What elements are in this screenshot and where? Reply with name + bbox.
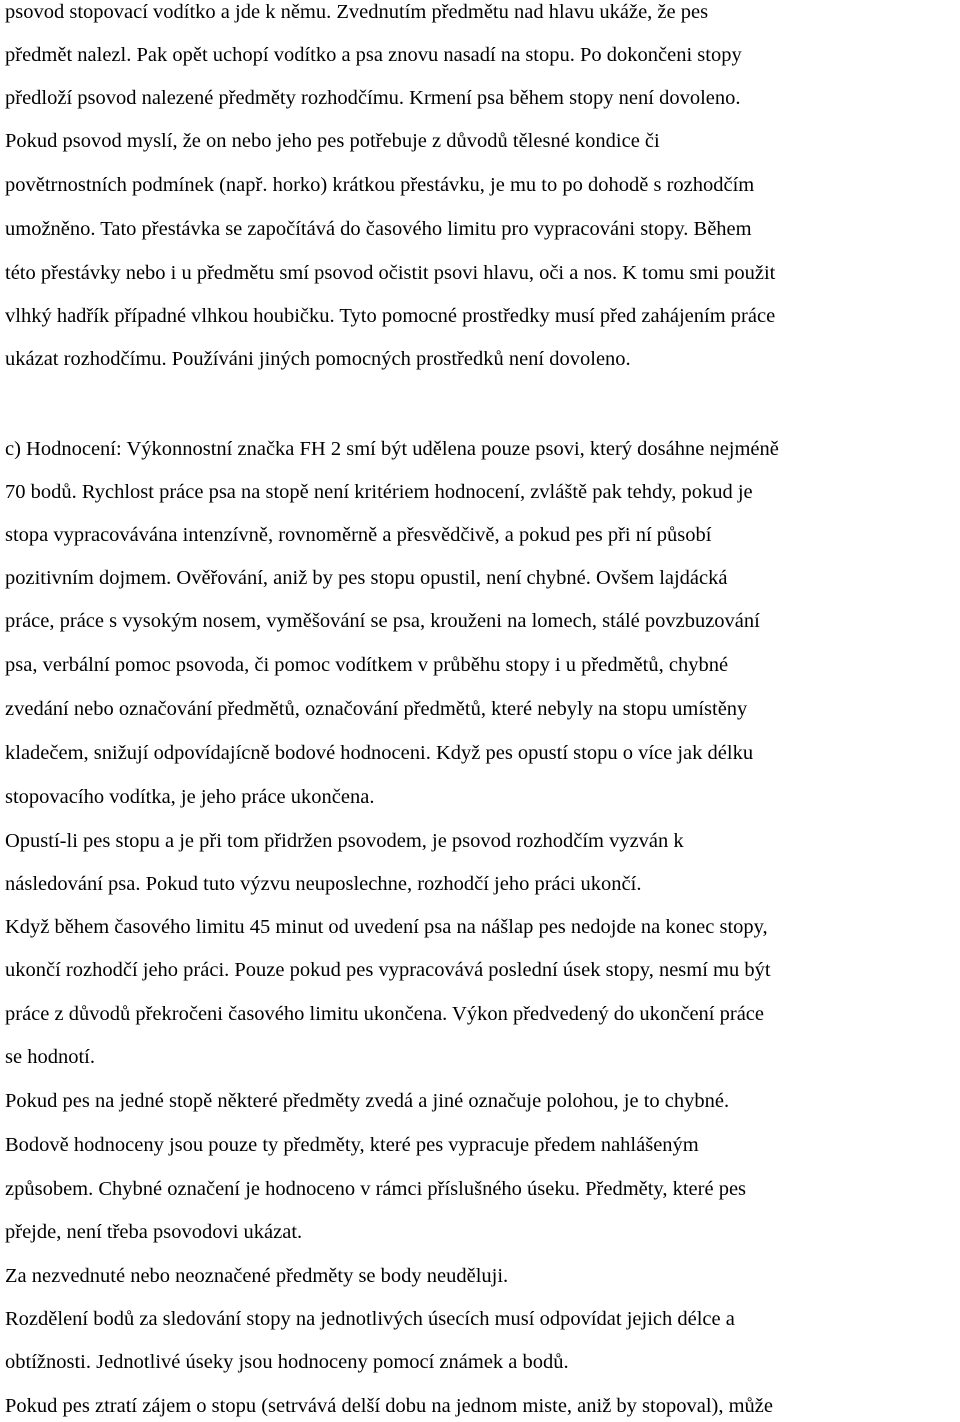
text-line: Bodově hodnoceny jsou pouze ty předměty, které pes vypracuje předem nahlášeným xyxy=(5,1134,699,1156)
text-line: ukázat rozhodčímu. Používáni jiných pomocných prostředků není dovoleno. xyxy=(5,348,631,370)
text-line: následování psa. Pokud tuto výzvu neuposlechne, rozhodčí jeho práci ukončí. xyxy=(5,873,642,895)
text-line: předmět nalezl. Pak opět uchopí vodítko a psa znovu nasadí na stopu. Po dokončeni stopy xyxy=(5,44,742,66)
text-line: Když během časového limitu 45 minut od uvedení psa na nášlap pes nedojde na konec stopy, xyxy=(5,916,768,938)
text-line: povětrnostních podmínek (např. horko) krátkou přestávku, je mu to po dohodě s rozhodčím xyxy=(5,174,755,196)
text-line: psovod stopovací vodítko a jde k němu. Zvednutím předmětu nad hlavu ukáže, že pes xyxy=(5,1,709,23)
text-line: Pokud pes na jedné stopě některé předměty zvedá a jiné označuje polohou, je to chybné. xyxy=(5,1090,730,1112)
text-line: vlhký hadřík případné vlhkou houbičku. Tyto pomocné prostředky musí před zahájením práce xyxy=(5,305,776,327)
text-line: práce, práce s vysokým nosem, vyměšování se psa, krouženi na lomech, stálé povzbuzování xyxy=(5,610,760,632)
text-line: umožněno. Tato přestávka se započítává do časového limitu pro vypracováni stopy. Během xyxy=(5,218,752,240)
text-line: Pokud pes ztratí zájem o stopu (setrvává delší dobu na jednom miste, aniž by stopoval), může xyxy=(5,1395,773,1417)
text-line: způsobem. Chybné označení je hodnoceno v rámci příslušného úseku. Předměty, které pes xyxy=(5,1178,747,1200)
text-line: Pokud psovod myslí, že on nebo jeho pes potřebuje z důvodů tělesné kondice či xyxy=(5,130,660,152)
text-line: pozitivním dojmem. Ověřování, aniž by pes stopu opustil, není chybné. Ovšem lajdácká xyxy=(5,567,728,589)
text-line: se hodnotí. xyxy=(5,1046,95,1068)
text-line: psa, verbální pomoc psovoda, či pomoc vodítkem v průběhu stopy i u předmětů, chybné xyxy=(5,654,729,676)
text-line: práce z důvodů překročeni časového limitu ukončena. Výkon předvedený do ukončení práce xyxy=(5,1003,764,1025)
text-line: zvedání nebo označování předmětů, označování předmětů, které nebyly na stopu umístěny xyxy=(5,698,748,720)
text-line: předloží psovod nalezené předměty rozhodčímu. Krmení psa během stopy není dovoleno. xyxy=(5,87,741,109)
text-line: ukončí rozhodčí jeho práci. Pouze pokud pes vypracovává poslední úsek stopy, nesmí mu být xyxy=(5,959,771,981)
text-line: kladečem, snižují odpovídajícně bodové hodnoceni. Když pes opustí stopu o více jak délku xyxy=(5,742,754,764)
text-line: Rozdělení bodů za sledování stopy na jednotlivých úsecích musí odpovídat jejich délce a xyxy=(5,1308,735,1330)
text-line: Za nezvednuté nebo neoznačené předměty se body neuděluji. xyxy=(5,1265,509,1287)
text-line: c) Hodnocení: Výkonnostní značka FH 2 smí být udělena pouze psovi, který dosáhne nejméně xyxy=(5,438,779,460)
text-line: obtížnosti. Jednotlivé úseky jsou hodnoceny pomocí známek a bodů. xyxy=(5,1351,569,1373)
text-line: Opustí-li pes stopu a je při tom přidržen psovodem, je psovod rozhodčím vyzván k xyxy=(5,830,684,852)
text-line: přejde, není třeba psovodovi ukázat. xyxy=(5,1221,303,1243)
text-line: 70 bodů. Rychlost práce psa na stopě není kritériem hodnocení, zvláště pak tehdy, pokud je xyxy=(5,481,753,503)
text-line: stopovacího vodítka, je jeho práce ukončena. xyxy=(5,786,375,808)
text-line: stopa vypracovávána intenzívně, rovnoměrně a přesvědčivě, a pokud pes při ní působí xyxy=(5,524,712,546)
text-line: této přestávky nebo i u předmětu smí psovod očistit psovi hlavu, oči a nos. K tomu smi použit xyxy=(5,262,776,284)
